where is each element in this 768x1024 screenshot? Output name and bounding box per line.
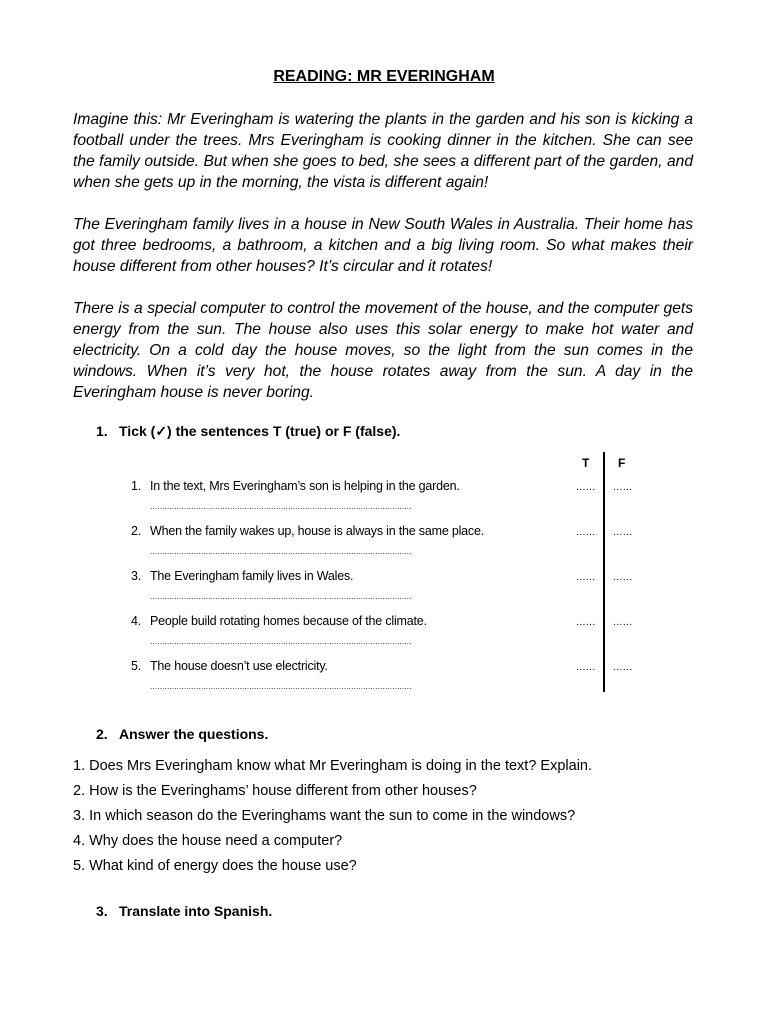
exercise-1-heading	[96, 423, 400, 440]
statement-text: 4. People build rotating homes because of the climate.	[131, 614, 427, 628]
false-answer-blank[interactable]: ......	[613, 572, 633, 583]
true-column-header: T	[582, 456, 590, 470]
statement-text: 1. In the text, Mrs Everingham’s son is helping in the garden.	[131, 479, 460, 493]
true-answer-blank[interactable]: ......	[576, 617, 596, 628]
exercise-number: 1.	[96, 423, 108, 439]
statement-text: 3. The Everingham family lives in Wales.	[131, 569, 354, 583]
exercise-instruction: Answer the questions.	[119, 726, 269, 742]
true-answer-blank[interactable]: ......	[576, 662, 596, 673]
false-answer-blank[interactable]: ......	[613, 527, 633, 538]
question-item: 3. In which season do the Everinghams want the sun to come in the windows?	[73, 808, 576, 824]
true-answer-blank[interactable]: ......	[576, 527, 596, 538]
exercise-3-heading	[96, 903, 272, 919]
justification-line[interactable]: ............................................................................................................	[150, 592, 412, 601]
true-answer-blank[interactable]: ......	[576, 482, 596, 493]
false-answer-blank[interactable]: ......	[613, 617, 633, 628]
question-item: 1. Does Mrs Everingham know what Mr Everingham is doing in the text? Explain.	[73, 758, 593, 774]
true-false-divider	[603, 452, 605, 692]
justification-line[interactable]: ............................................................................................................	[150, 502, 412, 511]
reading-paragraph: Imagine this: Mr Everingham is watering the plants in the garden and his son is kicking a football under the trees. Mrs Everingham is cooking dinner in the kitchen. She can see the family outside. But when she goes to bed, she sees a different part of the garden, and when she gets up in the morning, the vista is different again!	[73, 111, 693, 191]
statement-text: 2. When the family wakes up, house is always in the same place.	[131, 524, 485, 538]
reading-paragraph: There is a special computer to control the movement of the house, and the computer gets energy from the sun. The house also uses this solar energy to make hot water and electricity. On a cold day the house moves, so the light from the sun comes in the windows. When it’s very hot, the house rotates away from the sun. A day in the Everingham house is never boring.	[73, 300, 693, 401]
justification-line[interactable]: ............................................................................................................	[150, 547, 412, 556]
statement-text: 5. The house doesn’t use electricity.	[131, 659, 328, 673]
reading-paragraph: The Everingham family lives in a house in New South Wales in Australia. Their home has got three bedrooms, a bathroom, a kitchen and a big living room. So what makes their house different from other houses? It’s circular and it rotates!	[73, 216, 693, 275]
exercise-number: 2.	[96, 726, 108, 742]
true-answer-blank[interactable]: ......	[576, 572, 596, 583]
false-column-header: F	[618, 456, 626, 470]
exercise-2-heading	[96, 726, 268, 742]
question-item: 4. Why does the house need a computer?	[73, 833, 343, 849]
worksheet-title: READING: MR EVERINGHAM	[273, 68, 495, 85]
false-answer-blank[interactable]: ......	[613, 662, 633, 673]
question-item: 5. What kind of energy does the house use?	[73, 858, 357, 874]
false-answer-blank[interactable]: ......	[613, 482, 633, 493]
exercise-instruction: Translate into Spanish.	[119, 903, 273, 919]
exercise-instruction: Tick (✓) the sentences T (true) or F (false).	[119, 423, 401, 439]
question-item: 2. How is the Everinghams’ house different from other houses?	[73, 783, 477, 799]
exercise-number: 3.	[96, 903, 108, 919]
justification-line[interactable]: ............................................................................................................	[150, 682, 412, 691]
justification-line[interactable]: ............................................................................................................	[150, 637, 412, 646]
